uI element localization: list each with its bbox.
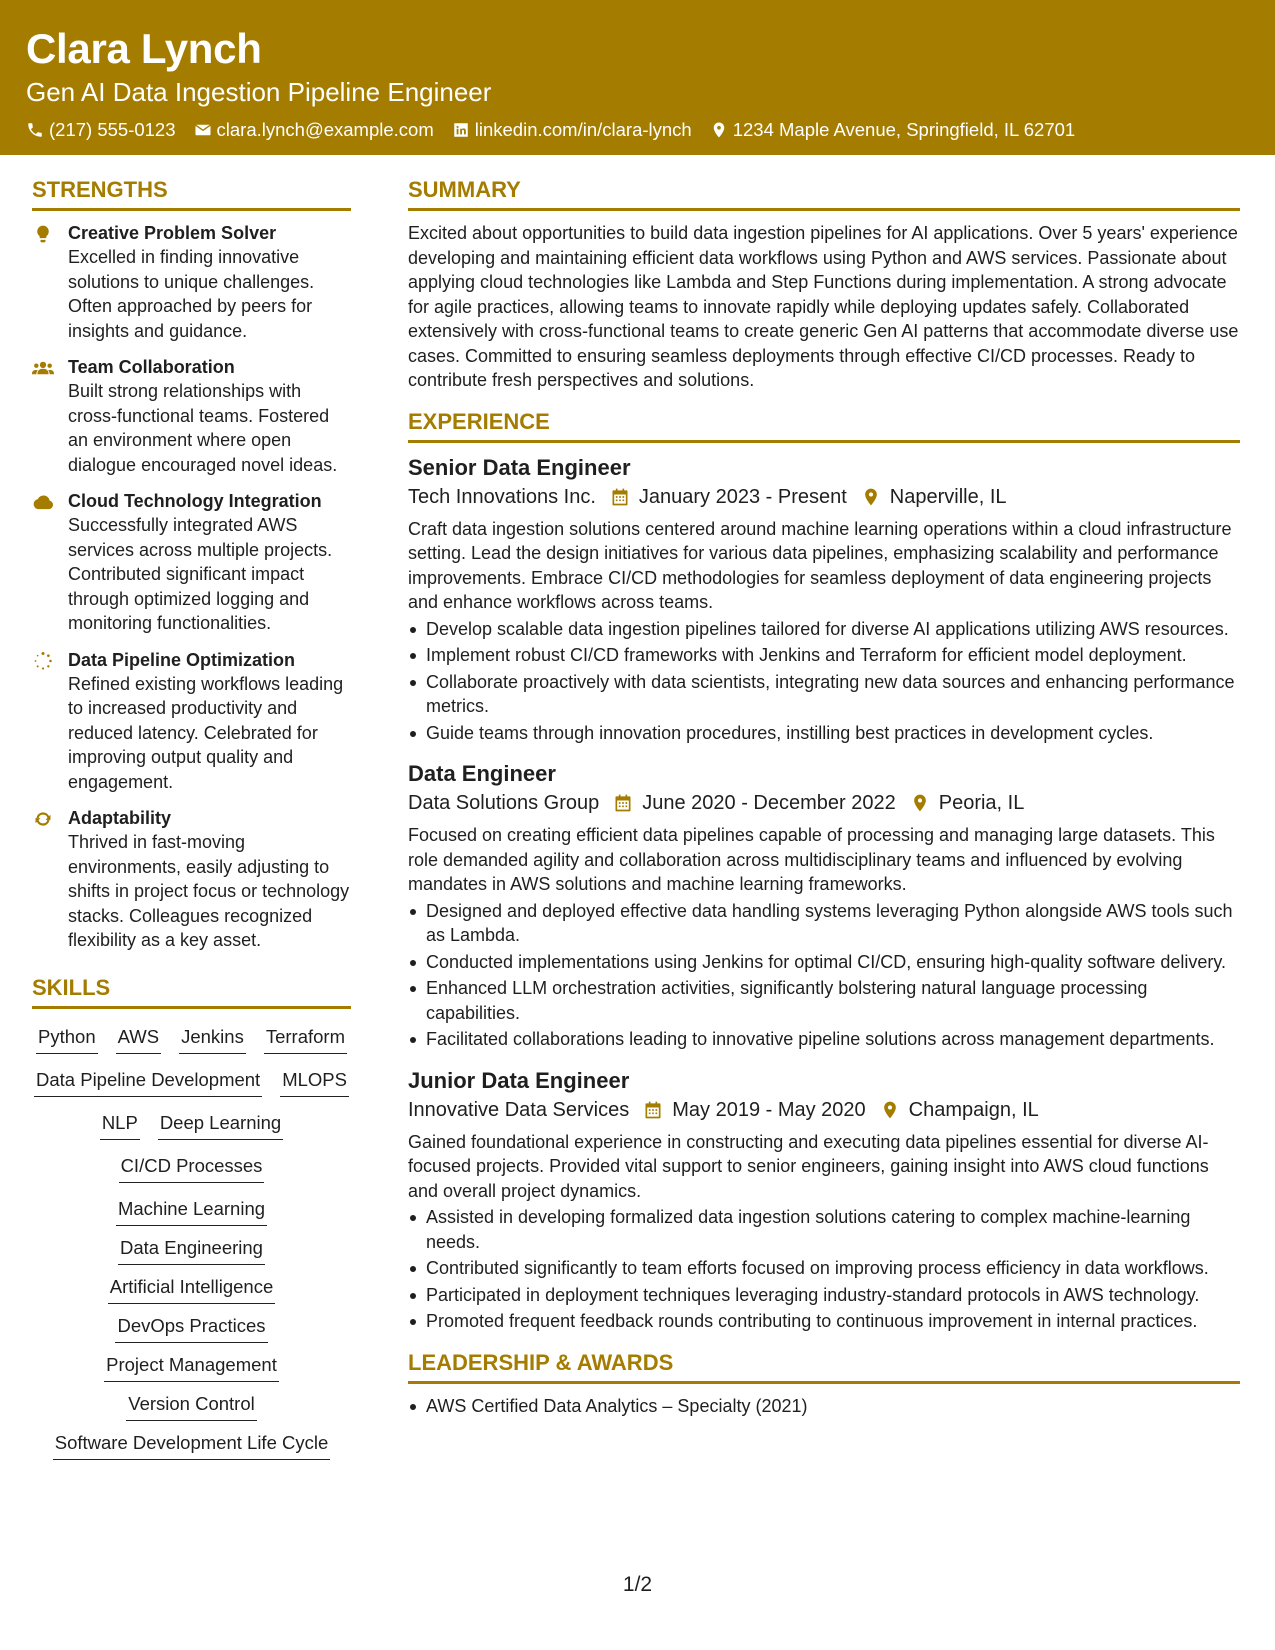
job-bullet: Facilitated collaborations leading to innovative pipeline solutions across management departments. — [408, 1027, 1240, 1052]
strength-name: Data Pipeline Optimization — [68, 649, 296, 670]
strength-desc: Successfully integrated AWS services across multiple projects. Contributed significant impact through optimized logging and monitoring functionalities. — [68, 515, 333, 633]
strength-item — [32, 221, 351, 343]
job-title: Data Engineer — [408, 761, 556, 786]
strength-name: Cloud Technology Integration — [68, 491, 322, 511]
job-bullet: Designed and deployed effective data handling systems leveraging Python alongside AWS tools such as Lambda. — [408, 899, 1240, 948]
strengths-heading: STRENGTHS — [32, 175, 351, 211]
experience-heading: EXPERIENCE — [408, 407, 1240, 443]
calendar-icon — [610, 487, 630, 507]
job-entry — [408, 453, 1240, 746]
linkedin-icon — [452, 121, 470, 139]
job-bullet: Guide teams through innovation procedures, instilling best practices in development cycles. — [408, 721, 1240, 746]
job-dates: January 2023 - Present — [638, 485, 847, 508]
award-item: AWS Certified Data Analytics – Specialty (2021) — [408, 1394, 1240, 1419]
skills-heading: SKILLS — [32, 973, 351, 1009]
map-marker-icon — [710, 121, 728, 139]
skill-tag: Data Pipeline Development — [34, 1068, 262, 1097]
skill-tag: DevOps Practices — [115, 1314, 267, 1343]
skill-tag: AWS — [116, 1025, 161, 1054]
job-bullet: Contributed significantly to team efforts focused on improving process efficiency in data workflows. — [408, 1256, 1240, 1281]
contact-row — [26, 118, 1275, 142]
job-bullet: Promoted frequent feedback rounds contributing to continuous improvement in internal practices. — [408, 1309, 1240, 1334]
job-description: Gained foundational experience in constructing and executing data pipelines essential for diverse AI-focused projects. Provided vital support to senior engineers, gaining insight into AWS cloud functions and overall project dynamics. — [408, 1131, 1209, 1201]
job-bullet: Collaborate proactively with data scientists, integrating new data sources and enhancing performance metrics. — [408, 670, 1240, 719]
job-description: Craft data ingestion solutions centered around machine learning operations within a cloud infrastructure setting. Lead the design initiatives for various data pipelines, emphasizing scalability and performance improvements. Embrace CI/CD methodologies for seamless deployment of data engineering projects and enhance workflows across teams. — [408, 518, 1232, 612]
page-number: 1/2 — [622, 1573, 653, 1596]
job-meta — [408, 483, 1240, 511]
candidate-title: Gen AI Data Ingestion Pipeline Engineer — [26, 77, 492, 107]
job-location: Peoria, IL — [938, 792, 1025, 814]
map-marker-icon — [861, 487, 881, 507]
job-title: Junior Data Engineer — [408, 1067, 630, 1093]
job-bullet: Develop scalable data ingestion pipelines tailored for diverse AI applications utilizing AWS resources. — [408, 617, 1240, 642]
job-dates: June 2020 - December 2022 — [642, 792, 896, 814]
calendar-icon — [613, 793, 633, 813]
resume-header — [0, 0, 1275, 155]
strength-item — [32, 355, 351, 477]
phone-icon — [26, 121, 44, 139]
spinner-icon — [32, 651, 54, 671]
skill-tag: Python — [36, 1025, 98, 1054]
skill-tag: Software Development Life Cycle — [53, 1431, 331, 1460]
skill-tag: Artificial Intelligence — [108, 1275, 276, 1304]
job-dates: May 2019 - May 2020 — [672, 1098, 866, 1121]
contact-phone[interactable] — [26, 118, 176, 142]
strength-item — [32, 648, 351, 795]
cloud-icon — [32, 492, 54, 512]
skill-tag: CI/CD Processes — [119, 1154, 265, 1183]
skill-tag: Terraform — [264, 1025, 347, 1054]
left-column — [32, 175, 351, 1464]
job-company: Tech Innovations Inc. — [408, 485, 596, 508]
contact-linkedin-text: linkedin.com/in/clara-lynch — [474, 119, 692, 140]
job-bullets — [408, 1205, 1240, 1334]
job-bullet: Enhanced LLM orchestration activities, significantly bolstering natural language processing capabilities. — [408, 976, 1240, 1025]
right-column — [408, 175, 1240, 1420]
strength-name: Adaptability — [68, 808, 172, 828]
skill-tag: Machine Learning — [116, 1197, 267, 1226]
contact-address — [710, 118, 1076, 142]
skill-tag: Version Control — [126, 1392, 256, 1421]
contact-email[interactable] — [194, 118, 434, 142]
job-location: Naperville, IL — [889, 485, 1007, 508]
map-marker-icon — [910, 793, 930, 813]
strength-name: Team Collaboration — [68, 357, 235, 377]
sync-icon — [32, 809, 54, 829]
strength-name: Creative Problem Solver — [68, 223, 277, 243]
skill-tag: Project Management — [104, 1353, 279, 1382]
skill-tag: NLP — [100, 1111, 140, 1140]
strength-desc: Thrived in fast-moving environments, easily adjusting to shifts in project focus or technology stacks. Colleagues recognized flexibility as a key asset. — [68, 832, 350, 950]
contact-linkedin[interactable] — [452, 118, 692, 142]
contact-phone-text: (217) 555-0123 — [49, 119, 176, 140]
job-entry — [408, 1066, 1240, 1334]
strength-item — [32, 806, 351, 953]
job-company: Innovative Data Services — [408, 1098, 630, 1121]
skill-tag: Data Engineering — [118, 1236, 265, 1265]
job-bullets — [408, 617, 1240, 746]
contact-address-text: 1234 Maple Avenue, Springfield, IL 62701 — [732, 119, 1076, 140]
lightbulb-icon — [32, 224, 54, 244]
job-location: Champaign, IL — [908, 1098, 1039, 1121]
strength-desc: Refined existing workflows leading to increased productivity and reduced latency. Celebrated for improving output quality and engagement. — [68, 673, 344, 792]
job-bullet: Implement robust CI/CD frameworks with Jenkins and Terraform for efficient model deployment. — [408, 643, 1240, 668]
contact-email-text: clara.lynch@example.com — [216, 119, 434, 140]
job-description: Focused on creating efficient data pipelines capable of processing and managing large datasets. This role demanded agility and collaboration across multidisciplinary teams and influenced by evolving mandates in AWS solutions and machine learning frameworks. — [408, 825, 1215, 894]
candidate-name: Clara Lynch — [26, 25, 262, 72]
job-entry — [408, 759, 1240, 1052]
skill-tag: Jenkins — [179, 1025, 246, 1054]
skill-tag: Deep Learning — [158, 1111, 283, 1140]
job-title: Senior Data Engineer — [408, 454, 631, 480]
job-company: Data Solutions Group — [408, 792, 600, 814]
job-bullet: Participated in deployment techniques leveraging industry-standard protocols in AWS technology. — [408, 1283, 1240, 1308]
envelope-icon — [194, 121, 212, 139]
job-bullets — [408, 899, 1240, 1052]
strength-desc: Excelled in finding innovative solutions to unique challenges. Often approached by peers for insights and guidance. — [68, 247, 315, 341]
awards-heading: LEADERSHIP & AWARDS — [408, 1348, 1240, 1384]
skills-list — [32, 1019, 351, 1464]
users-icon — [32, 358, 54, 378]
skill-tag: MLOPS — [280, 1068, 349, 1097]
job-bullet: Assisted in developing formalized data ingestion solutions catering to complex machine-learning needs. — [408, 1205, 1240, 1254]
job-bullet: Conducted implementations using Jenkins for optimal CI/CD, ensuring high-quality software delivery. — [408, 950, 1240, 975]
calendar-icon — [643, 1100, 663, 1120]
awards-list — [408, 1394, 1240, 1419]
summary-heading: SUMMARY — [408, 175, 1240, 211]
summary-text: Excited about opportunities to build data ingestion pipelines for AI applications. Over 5 years' experience developing and maintaining efficient data workflows using Python and AWS services. Passionate about applying cloud technologies like Lambda and Step Functions during implementation. A strong advocate for agile practices, allowing teams to innovate rapidly while deploying updates safely. Collaborated extensively with cross-functional teams to create generic Gen AI patterns that accommodate diverse use cases. Committed to ensuring seamless deployments through effective CI/CD processes. Ready to contribute fresh perspectives and solutions. — [408, 223, 1239, 390]
strength-desc: Built strong relationships with cross-functional teams. Fostered an environment where open dialogue encouraged novel ideas. — [68, 381, 338, 475]
map-marker-icon — [880, 1100, 900, 1120]
strength-item — [32, 489, 351, 636]
job-meta — [408, 789, 1240, 817]
job-meta — [408, 1096, 1240, 1124]
